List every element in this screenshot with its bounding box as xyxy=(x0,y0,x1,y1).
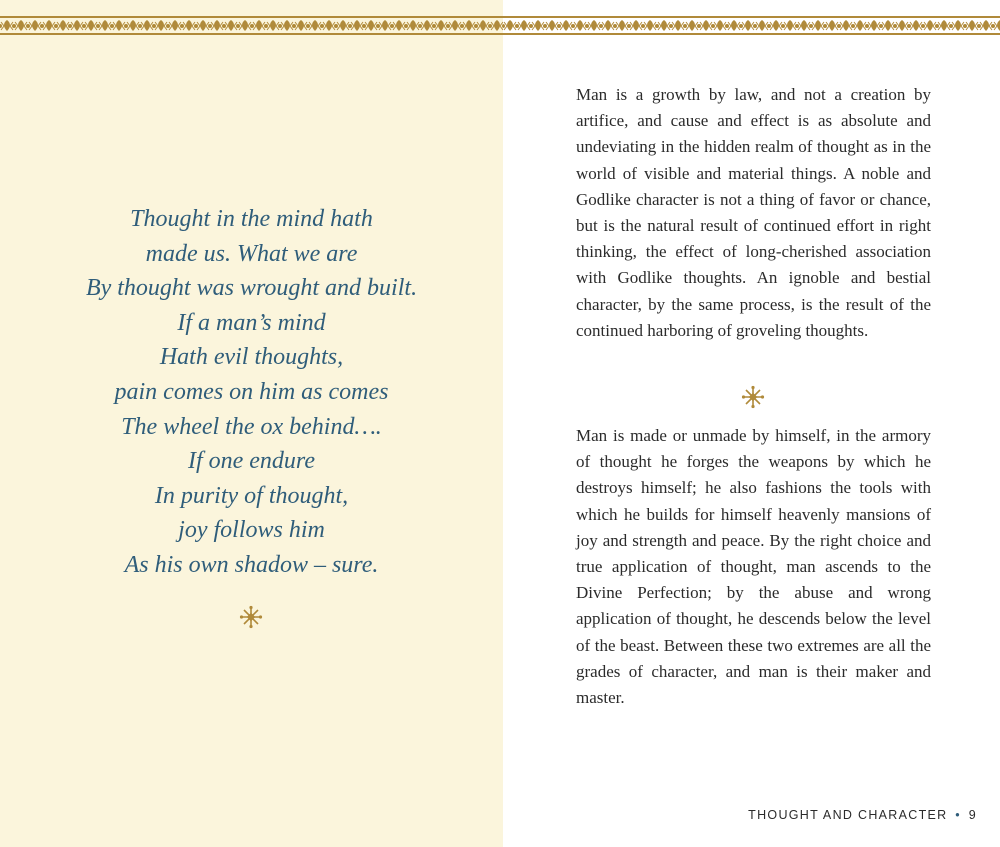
ornamental-border-icon xyxy=(0,16,503,36)
fleuron-ornament-icon xyxy=(741,385,765,409)
poem-line: pain comes on him as comes xyxy=(114,378,389,405)
ornamental-border-icon xyxy=(503,16,1000,36)
page-number: 9 xyxy=(968,808,977,822)
poem-line: Thought in the mind hath xyxy=(130,206,373,232)
poem-line: The wheel the ox behind…. xyxy=(121,413,382,440)
body-paragraph: Man is made or unmade by himself, in the armory of thought he forges the weapons by which he destroys himself; he also fashions the tools with which he builds for himself heavenly mansions of joy and strength and peace. By the right choice and true application of thought, man ascends to the Divine Perfection; by the abuse and wrong application of thought, he descends below the level of the beast. Between these two extremes are all the grades of character, and man is their maker and master. xyxy=(576,426,931,708)
poem-line: If one endure xyxy=(187,448,316,475)
body-paragraph: Man is a growth by law, and not a creation by artifice, and cause and effect is as absolute and undeviating in the hidden realm of thought as in the world of visible and material things. A noble and Godlike character is not a thing of favor or chance, but is the natural result of continued effort in right thinking, the effect of long-cherished association with Godlike thoughts. An ignoble and bestial character, by the same process, is the result of the continued harboring of groveling thoughts. xyxy=(576,85,931,340)
poem-line: Hath evil thoughts, xyxy=(159,344,344,371)
poem-line: joy follows him xyxy=(178,517,325,544)
poem-line: made us. What we are xyxy=(145,240,358,267)
footer-title: THOUGHT AND CHARACTER xyxy=(748,808,948,822)
fleuron-ornament-icon xyxy=(239,605,263,629)
poem-line: If a man’s mind xyxy=(177,309,326,336)
footer-bullet: • xyxy=(955,808,961,822)
poem-line: By thought was wrought and built. xyxy=(85,275,418,302)
poem-line: As his own shadow – sure. xyxy=(124,551,379,578)
epigraph-poem xyxy=(0,202,503,583)
top-ornamental-border xyxy=(0,16,503,36)
top-ornamental-border xyxy=(503,16,1000,36)
running-footer xyxy=(748,808,977,822)
poem-line: In purity of thought, xyxy=(154,482,349,509)
